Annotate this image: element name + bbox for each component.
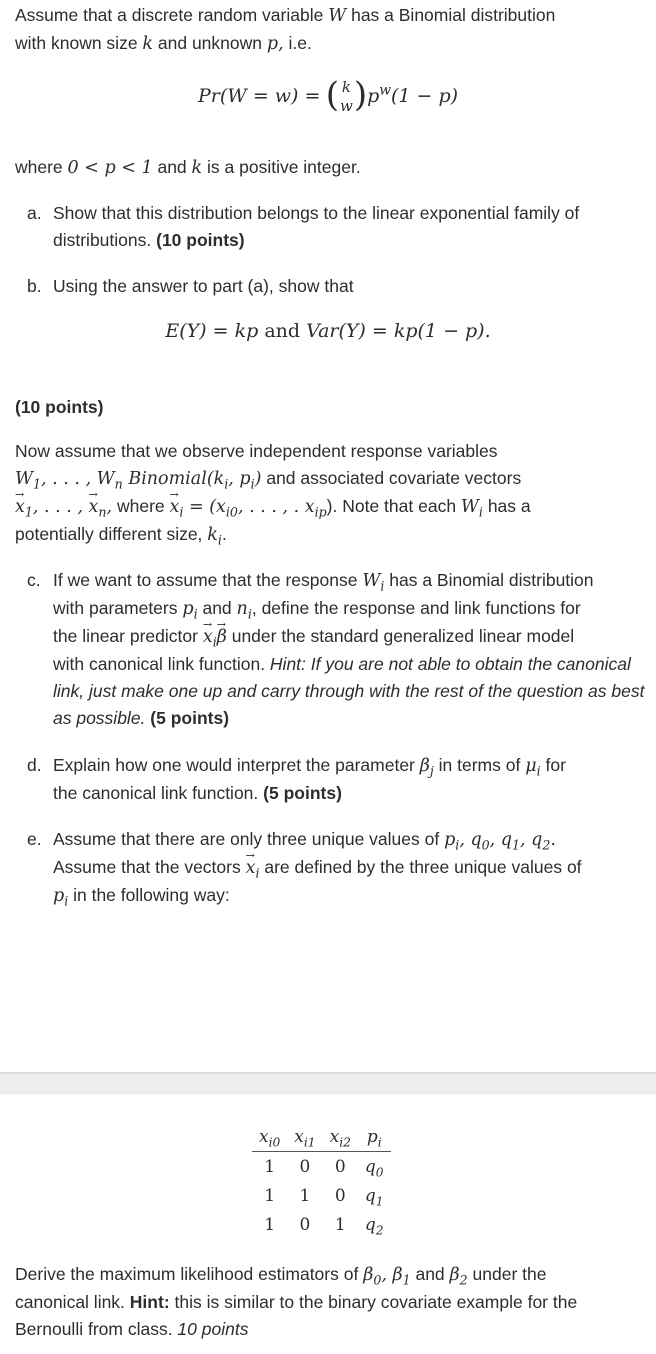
derive-paragraph: Derive the maximum likelihood estimators of $\beta_0$, $\beta_1$ and $\beta_2$ under the canonical link. Hint: this is similar to the binary covariate example for the Bernoulli from class. 10 points (15, 1264, 578, 1339)
table-row: 1 0 1 $q_2$ (264, 1215, 384, 1238)
covariate-table (252, 1122, 391, 1239)
part-b-points: (10 points) (15, 397, 104, 417)
header-pi: $p_i$ (358, 1122, 391, 1152)
part-a: a. Show that this distribution belongs to the linear exponential family of distributions. (10 points) (27, 203, 580, 250)
intro-paragraph: Assume that a discrete random variable W has a Binomial distribution with known size k and unknown p, i.e. (15, 5, 556, 54)
header-xi1: $x_{i1}$ (287, 1122, 322, 1152)
part-e: e. Assume that there are only three unique values of $p_i$, $q_0$, $q_1$, $q_2$. Assume that the vectors → $x_i$ are defined by the three unique values of $p_i$ in the following way: (27, 826, 652, 910)
header-xi0: $x_{i0}$ (252, 1122, 287, 1152)
table-row: 1 0 0 $q_0$ (264, 1157, 384, 1180)
part-d: d. Explain how one would interpret the parameter $\beta_j$ in terms of $\mu_i$ for the canonical link function. (5 points) (27, 755, 566, 803)
section-divider (0, 1072, 656, 1095)
table-row: 1 1 0 $q_1$ (264, 1186, 384, 1209)
observation-paragraph: Now assume that we observe independent response variables $W_1$, . . . , $W_n$ $Binomial(k_i$, $p_i$) and associated covariate vectors → $x_1$, . . . , → $x_n$, where → $x_i = (x_{i0}$, . . . , . $x_{ip}$). Note that each $W_i$ has a potentially different size, $k_i$. (15, 438, 652, 549)
where-line: where 0 < p < 1 and k is a positive integer. (15, 157, 361, 178)
part-b: b. Using the answer to part (a), show that (27, 276, 354, 296)
header-xi2: $x_{i2}$ (323, 1122, 358, 1152)
expectation-equation: E(Y) = kp and Var(Y) = kp(1 − p). (165, 320, 491, 342)
binomial-coefficient: ( k w) (325, 75, 368, 115)
table-header-row (252, 1122, 391, 1152)
part-c: c. If we want to assume that the response $W_i$ has a Binomial distribution with parameters $p_i$ and $n_i$, define the response and link functions for the linear predictor → $x_i\to \beta$ under the standard generalized linear model with canonical link function. Hint: If you are not able to obtain the canonical link, just make one up and carry through with the rest of the question as best as possible. (5 points) (27, 567, 652, 732)
pmf-equation: Pr(W = w) = ( k $w)p^w(1 - p)$ (197, 75, 459, 115)
